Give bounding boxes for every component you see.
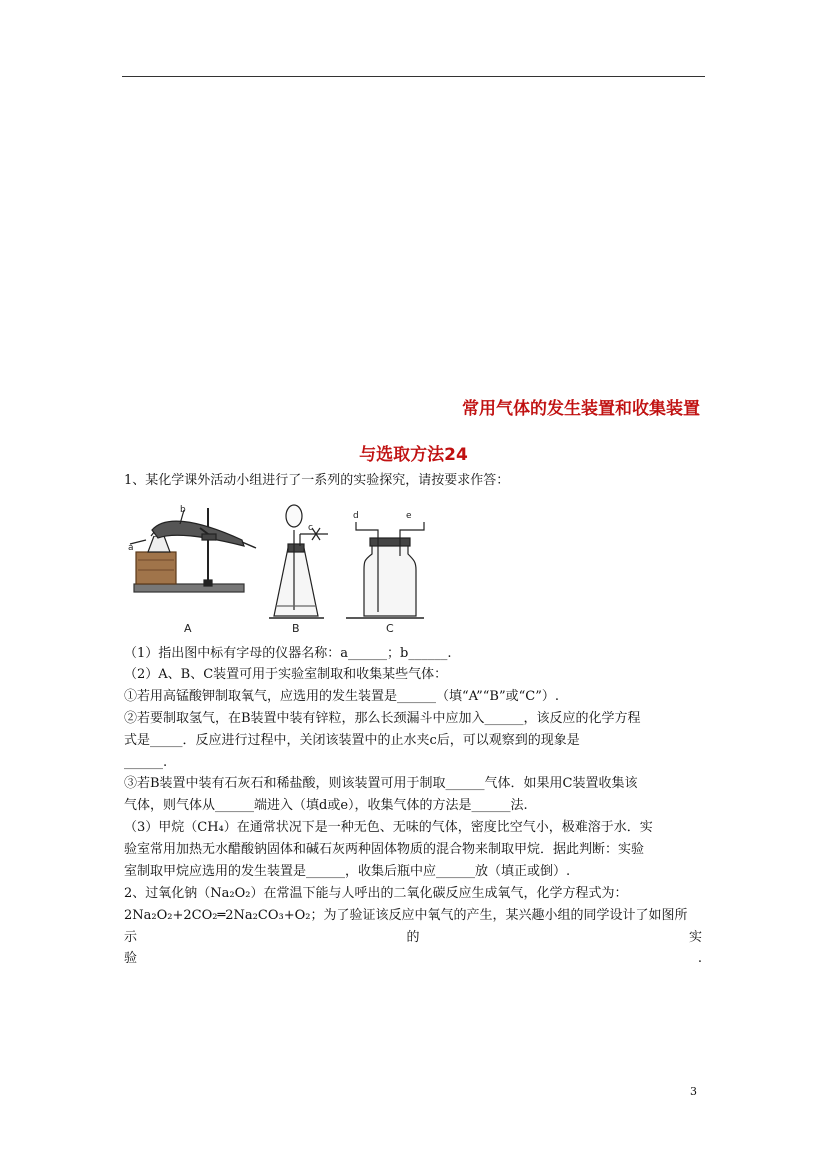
q1-part3-line2: 验室常用加热无水醋酸钠固体和碱石灰两种固体物质的混合物来制取甲烷．据此判断：实验 — [124, 842, 645, 857]
apparatus-b — [269, 505, 328, 618]
apparatus-c — [346, 522, 424, 618]
q1-part2: （2）A、B、C装置可用于实验室制取和收集某些气体： — [124, 667, 448, 682]
label-c: c — [308, 523, 313, 533]
q2-line3-word2: 的 — [406, 930, 420, 945]
caption-a: A — [184, 622, 192, 635]
q1-part2-item2-line3: ______. — [124, 755, 168, 770]
title-line-1: 常用气体的发生装置和收集装置 — [462, 399, 700, 419]
question2-line1: 2、过氧化钠（Na₂O₂）在常温下能与人呼出的二氧化碳反应生成氧气，化学方程式为： — [124, 886, 628, 901]
header-rule — [122, 76, 705, 77]
q1-part2-item2-line2: 式是_____．反应进行过程中，关闭该装置中的止水夹c后，可以观察到的现象是 — [124, 733, 580, 748]
question2-line4 — [124, 948, 702, 970]
q1-part3-line1: （3）甲烷（CH₄）在通常状况下是一种无色、无味的气体，密度比空气小，极难溶于水．实 — [124, 820, 653, 835]
q2-line4-word1: 验 — [124, 951, 138, 966]
apparatus-a — [130, 508, 256, 592]
question1-intro: 1、某化学课外活动小组进行了一系列的实验探究，请按要求作答： — [124, 473, 510, 488]
label-d: d — [353, 511, 359, 521]
q1-part2-item1: ①若用高锰酸钾制取氧气，应选用的发生装置是______（填“A”“B”或“C”）. — [124, 689, 559, 704]
apparatus-figure — [124, 500, 444, 640]
title-line-2: 与选取方法24 — [359, 445, 468, 465]
q1-part2-item2-line1: ②若要制取氢气，在B装置中装有锌粒，那么长颈漏斗中应加入______，该反应的化学方程 — [124, 711, 641, 726]
q1-part2-item3-line2: 气体，则气体从______端进入（填d或e），收集气体的方法是______法. — [124, 798, 528, 813]
label-b: b — [180, 505, 186, 515]
caption-c: C — [386, 622, 394, 635]
caption-b: B — [292, 622, 300, 635]
question2-line2: 2Na₂O₂+2CO₂═2Na₂CO₃+O₂；为了验证该反应中氧气的产生，某兴趣小组的同学设计了如图所 — [124, 908, 688, 923]
question2-line3 — [124, 927, 702, 949]
label-a: a — [128, 543, 134, 553]
q2-line3-word1: 示 — [124, 930, 138, 945]
page-number: 3 — [690, 1085, 697, 1098]
label-e: e — [406, 511, 412, 521]
q1-part3-line3: 室制取甲烷应选用的发生装置是______，收集后瓶中应______放（填正或倒）. — [124, 864, 571, 879]
q2-line3-word3: 实 — [688, 930, 702, 945]
q1-part2-item3-line1: ③若B装置中装有石灰石和稀盐酸，则该装置可用于制取______气体．如果用C装置收集该 — [124, 776, 638, 791]
q1-part1: （1）指出图中标有字母的仪器名称：a______；b______. — [124, 646, 452, 661]
q2-line4-period: . — [697, 951, 702, 966]
